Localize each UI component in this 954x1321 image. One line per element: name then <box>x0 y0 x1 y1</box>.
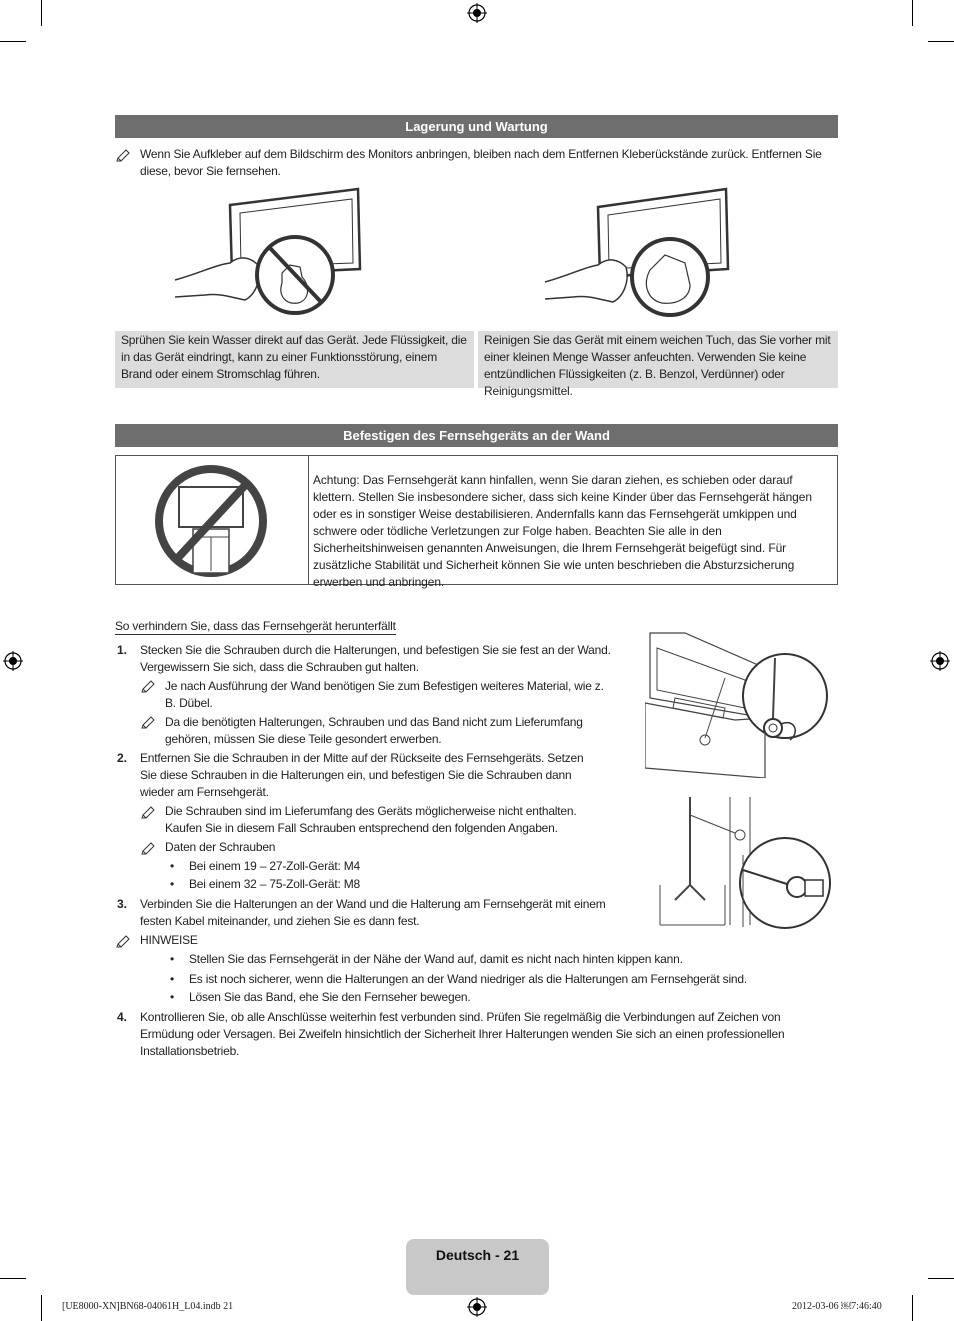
pencil-note-icon <box>115 149 131 163</box>
hints-label: HINWEISE <box>140 933 198 947</box>
step-number: 4. <box>117 1010 128 1024</box>
date-info: 2012-03-06 ￼7:46:40 <box>792 1301 882 1312</box>
registration-mark-icon <box>930 651 950 671</box>
hint-1: Stellen Sie das Fernsehgerät in der Nähe der Wand auf, damit es nicht nach hinten kippen kann. <box>189 952 683 966</box>
pencil-note-icon <box>140 842 156 856</box>
step-number: 3. <box>117 897 128 911</box>
step-number: 1. <box>117 643 128 657</box>
step-1-note-1: Je nach Ausführung der Wand benötigen Sie zum Befestigen weiteres Material, wie z. B. Dübel. <box>165 679 604 710</box>
warning-text: Achtung: Das Fernsehgerät kann hinfallen, wenn Sie daran ziehen, es schieben oder darauf klettern. Stellen Sie insbesondere sicher, dass sich keine Kinder über das Fernsehgerät hängen oder es in sonstiger Weise destabilisieren. Andernfalls kann das Fernsehgerät umkippen und schwere oder tödliche Verletzungen zur Folge haben. Beachten Sie alle in den Sicherheitshinweisen genannten Anweisungen, die Ihrem Fernsehgerät beigefügt sind. Für zusätzliche Stabilität und Sicherheit können Sie wie unten beschrieben die Absturzsicherung erwerben und anbringen. <box>313 473 812 589</box>
crop-mark <box>928 1278 954 1279</box>
tv-tip-over-prohibited-icon <box>153 465 269 577</box>
crop-mark <box>41 1295 42 1321</box>
registration-mark-icon <box>3 651 23 671</box>
prevent-heading: So verhindern Sie, dass das Fernsehgerät herunterfällt <box>115 619 396 633</box>
step-1-note-2: Da die benötigten Halterungen, Schrauben und das Band nicht zum Lieferumfang gehören, müssen Sie diese Teile gesondert erwerben. <box>165 715 583 746</box>
step-2-note-1: Die Schrauben sind im Lieferumfang des Geräts möglicherweise nicht enthalten. Kaufen Sie in diesem Fall Schrauben entsprechend den folgenden Angaben. <box>165 804 577 835</box>
caption-no-spray: Sprühen Sie kein Wasser direkt auf das Gerät. Jede Flüssigkeit, die in das Gerät eindringt, kann zu einer Funktionsstörung, einem Brand oder einem Stromschlag führen. <box>115 331 474 388</box>
hint-2: Es ist noch sicherer, wenn die Halterungen an der Wand niedriger als die Halterungen am Fernsehgerät sind. <box>189 972 748 986</box>
step-1-text: Stecken Sie die Schrauben durch die Halterungen, und befestigen Sie sie fest an der Wand. Vergewissern Sie sich, dass die Schrauben gut halten. <box>140 643 611 674</box>
crop-mark <box>41 0 42 26</box>
section-title-storage: Lagerung und Wartung <box>115 115 838 138</box>
crop-mark <box>0 1278 26 1279</box>
caption-soft-cloth: Reinigen Sie das Gerät mit einem weichen Tuch, das Sie vorher mit einer kleinen Menge Wasser anfeuchten. Verwenden Sie keine entzündlichen Flüssigkeiten (z. B. Benzol, Verdünner) oder Reinigungsmittel. <box>478 331 838 388</box>
registration-mark-icon <box>467 1297 487 1317</box>
step-4-text: Kontrollieren Sie, ob alle Anschlüsse weiterhin fest verbunden sind. Prüfen Sie regelmäßig die Verbindungen auf Zeichen von Ermüdung oder Versagen. Bei Zweifeln hinsichtlich der Sicherheit Ihrer Halterungen wenden Sie sich an einen professionellen Installationsbetrieb. <box>140 1010 785 1058</box>
crop-mark <box>928 41 954 42</box>
crop-mark <box>0 41 26 42</box>
screw-spec-b: Bei einem 32 – 75-Zoll-Gerät: M8 <box>189 877 361 891</box>
bullet-dot: • <box>170 990 175 1004</box>
wall-screw-illustration <box>655 795 840 930</box>
section-title-wall: Befestigen des Fernsehgeräts an der Wand <box>115 424 838 447</box>
pencil-note-icon <box>140 680 156 694</box>
pencil-note-icon <box>115 935 131 949</box>
step-2-text: Entfernen Sie die Schrauben in der Mitte auf der Rückseite des Fernsehgeräts. Setzen Sie diese Schrauben in die Halterungen ein, und befestigen Sie die Schrauben dann wieder am Fernsehgerät. <box>140 751 584 799</box>
step-2-note-2: Daten der Schrauben <box>165 840 276 854</box>
bullet-dot: • <box>170 952 175 966</box>
hint-3: Lösen Sie das Band, ehe Sie den Fernseher bewegen. <box>189 990 471 1004</box>
sticker-note: Wenn Sie Aufkleber auf dem Bildschirm des Monitors anbringen, bleiben nach dem Entfernen Kleberückstände zurück. Entfernen Sie diese, bevor Sie fernsehen. <box>140 147 822 178</box>
warning-divider <box>308 456 309 584</box>
bullet-dot: • <box>170 877 175 891</box>
tv-bracket-illustration <box>645 628 840 778</box>
file-info: [UE8000-XN]BN68-04061H_L04.indb 21 <box>62 1301 234 1312</box>
crop-mark <box>912 1295 913 1321</box>
cloth-cleaning-illustration <box>540 185 740 320</box>
step-3-text: Verbinden Sie die Halterungen an der Wand und die Halterung am Fernsehgerät mit einem festen Kabel miteinander, und ziehen Sie es dann fest. <box>140 897 606 928</box>
bullet-dot: • <box>170 972 175 986</box>
spray-prohibited-illustration <box>170 185 370 320</box>
bullet-dot: • <box>170 859 175 873</box>
pencil-note-icon <box>140 716 156 730</box>
page-label: Deutsch - 21 <box>435 1247 520 1263</box>
step-number: 2. <box>117 751 128 765</box>
pencil-note-icon <box>140 806 156 820</box>
registration-mark-icon <box>467 3 487 23</box>
crop-mark <box>912 0 913 26</box>
screw-spec-a: Bei einem 19 – 27-Zoll-Gerät: M4 <box>189 859 361 873</box>
